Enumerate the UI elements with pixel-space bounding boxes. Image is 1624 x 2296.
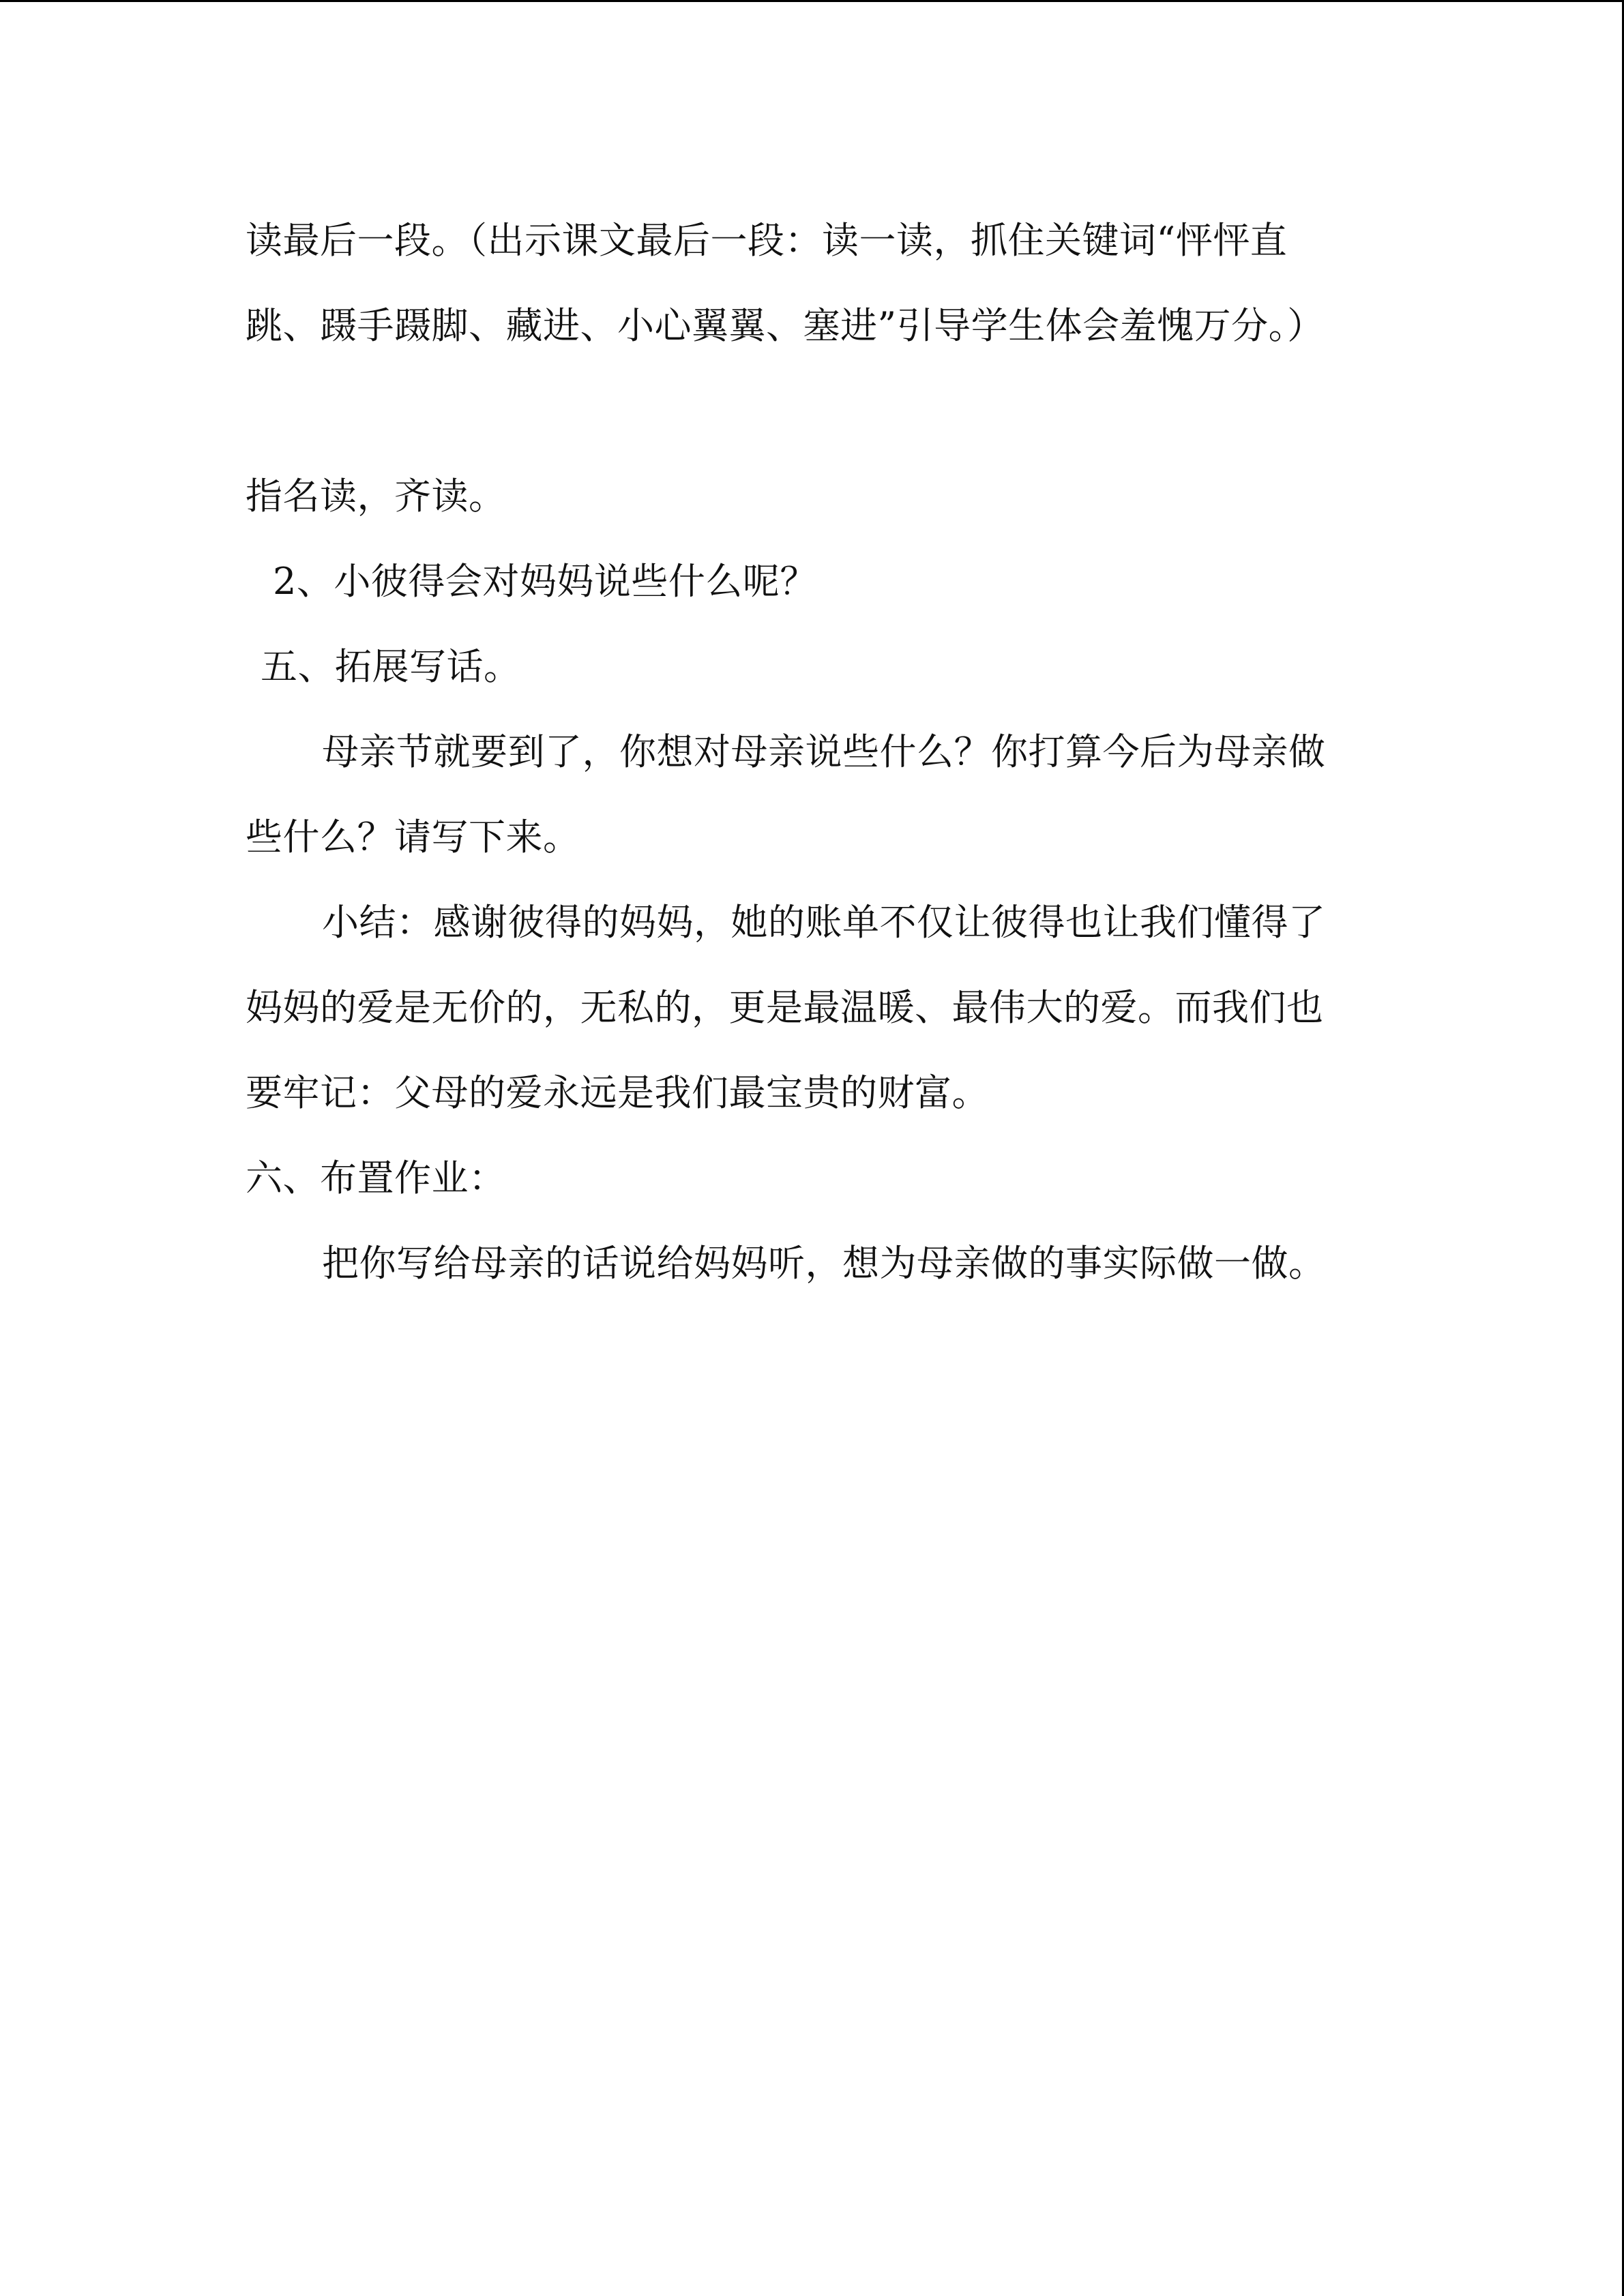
paragraph-line: 些什么？请写下来。 (246, 816, 580, 859)
paragraph-line: 要牢记：父母的爱永远是我们最宝贵的财富。 (246, 1071, 989, 1114)
paragraph-line: 小结：感谢彼得的妈妈，她的账单不仅让彼得也让我们懂得了 (322, 901, 1326, 944)
section-heading: 五、拓展写话。 (261, 645, 521, 688)
paragraph-line: 指名读，齐读。 (246, 475, 506, 518)
paragraph-line: 母亲节就要到了，你想对母亲说些什么？你打算今后为母亲做 (322, 730, 1326, 773)
paragraph-line: 跳、蹑手蹑脚、藏进、小心翼翼、塞进”引导学生体会羞愧万分。） (246, 304, 1325, 347)
paragraph-line: 把你写给母亲的话说给妈妈听，想为母亲做的事实际做一做。 (322, 1242, 1326, 1285)
question-item: 2、小彼得会对妈妈说些什么呢？ (273, 560, 817, 603)
paragraph-line: 妈妈的爱是无价的，无私的，更是最温暖、最伟大的爱。而我们也 (246, 986, 1324, 1029)
section-heading: 六、布置作业： (246, 1157, 506, 1199)
paragraph-line: 读最后一段。（出示课文最后一段：读一读，抓住关键词“怦怦直 (246, 219, 1288, 262)
